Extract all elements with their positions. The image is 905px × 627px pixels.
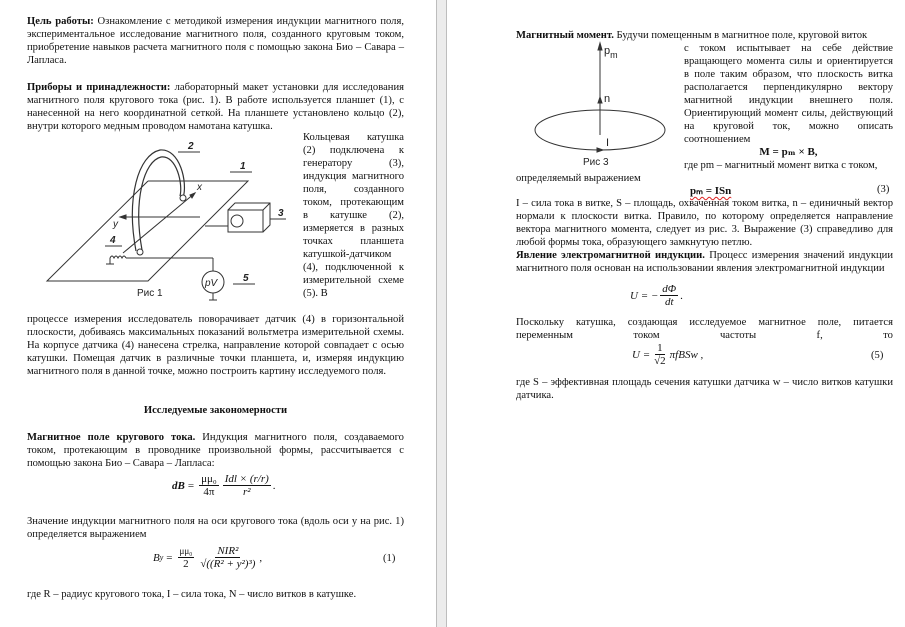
axis-y-label: y <box>113 219 118 230</box>
formula-5: U = $\frac{1}{√2}$ πfBSw , <box>632 342 704 367</box>
label-5: 5 <box>243 273 249 284</box>
moment-side-text: с током испытывает на себе действие вращающего момента силы и ориентируется в поле таким образом, что плоскость витка располагается перпендикулярно вектору магнитной индукции внешнего поля. Ориентирующий момент силы, действующий на круговой ток, можно описать соотношением <box>684 43 893 145</box>
figure-3 <box>513 40 683 170</box>
circular-field-paragraph: Магнитное поле кругового тока. Индукция магнитного поля, создаваемого током, протекающим в проводнике произвольной формы, рассчитывается с помощью закона Био – Савара – Лапласа: <box>27 432 404 469</box>
figure-3-caption: Рис 3 <box>583 157 609 168</box>
document-page-right <box>448 0 905 627</box>
goal-paragraph <box>27 15 404 67</box>
figure-1 <box>30 138 300 303</box>
moment-description: I – сила тока в витке, S – площадь, охваченная током витка, n – единичный вектор нормали к плоскости витка. Правило, по которому определяется направление вектора магнитного момента, следует из рис. 3. Выражение (3) справедливо для любой формы тока, образующего замкнутую петлю. <box>516 198 893 248</box>
biot-savart-formula: dB = $\frac{\text{μμ₀}}{4\pi}$ $\frac{\text{Idl × (r/r)}}{\text{r²}}$ . <box>172 473 276 498</box>
induction-label: Явление электромагнитной индукции. <box>516 250 705 261</box>
i-label: I <box>606 137 610 149</box>
label-1: 1 <box>240 161 246 172</box>
axis-x-label: x <box>197 182 202 193</box>
label-4: 4 <box>110 235 116 246</box>
magnetic-moment-heading-line: Магнитный момент. Будучи помещенным в магнитное поле, круговой виток <box>516 30 868 41</box>
pm-label: $p_m$ <box>604 45 618 60</box>
n-label: n <box>604 93 611 105</box>
formula-1: B y = $\frac{\text{μμ₀}}{2}$ $\frac{\text{NIR²}}{\text{√((R² + y²)³)}}$ , <box>153 545 263 570</box>
page-gutter <box>436 0 447 627</box>
setup-diagram <box>30 138 300 303</box>
document-page-left <box>0 0 436 627</box>
label-3: 3 <box>278 208 284 219</box>
pm-definition: где pm – магнитный момент витка с током, <box>684 160 878 171</box>
formula-3: pₘ = ISn <box>690 185 732 197</box>
section-title: Исследуемые закономерности <box>143 405 288 416</box>
induction-paragraph: Явление электромагнитной индукции. Процесс измерения значений индукции магнитного поля основан на использовании явления электромагнитной индукции <box>516 250 893 274</box>
label-2: 2 <box>188 141 194 152</box>
goal-text: Ознакомление с методикой измерения индукции магнитного поля, экспериментальное исследование магнитного поля, созданного круговым током, приобретение навыков расчета магнитного поля с помощью закона Био – Савара – Лапласа. <box>27 16 404 66</box>
defined-text: определяемый выражением <box>516 173 641 184</box>
figure-1-caption: Рис 1 <box>137 288 163 299</box>
emf-formula: U = − $\frac{d\Phi}{dt}$ . <box>630 283 683 308</box>
figure-side-text: Кольцевая катушка (2) подключена к генератору (3), индукция магнитного поля, созданного током, протекающим в катушке (2), измеряется в разных точках планшета катушкой-датчиком (4), подключенной к измерительной схеме (5). В <box>303 132 404 299</box>
where-paragraph: где R – радиус кругового тока, I – сила тока, N – число витков в катушке. <box>27 589 357 600</box>
goal-label: Цель работы: <box>27 16 94 27</box>
axis-value-paragraph: Значение индукции магнитного поля на оси кругового тока (вдоль оси y на рис. 1) определяется выражением <box>27 516 404 540</box>
equipment-text: лабораторный макет установки для исследования магнитного поля кругового тока (рис. 1). В работе используется планшет (1), с нанесенной на него координатной сеткой. На планшете установлено кольцо (2), внутри которого медным проводом намотана катушка. <box>27 82 404 132</box>
formula-1-number: (1) <box>383 553 396 564</box>
equipment-label: Приборы и принадлежности: <box>27 82 171 93</box>
circular-field-label: Магнитное поле кругового тока. <box>27 432 196 443</box>
since-line-1: Поскольку катушка, создающая исследуемое магнитное поле, питается <box>516 317 893 328</box>
loop-moment-diagram <box>513 40 683 170</box>
since-line-2: переменным током частоты f, то <box>516 330 893 341</box>
formula-3-number: (3) <box>877 184 890 195</box>
equipment-paragraph <box>27 81 404 133</box>
formula-5-number: (5) <box>871 350 884 361</box>
meter-label: pV <box>205 278 218 289</box>
final-paragraph: где S – эффективная площадь сечения катушки датчика w – число витков катушки датчика. <box>516 377 893 401</box>
measurement-paragraph: процессе измерения исследователь поворачивает датчик (4) в горизонтальной плоскости, добиваясь максимальных показаний вольтметра измерительной схемы. На корпусе датчика (4) нанесена стрелка, направление которой совпадает с осью катушки. Помещая датчик в различные точки планшета, и, измеряя индукцию магнитного поля в данной точке, можно построить картину исследуемого поля. <box>27 314 404 377</box>
torque-formula: M = pₘ × B, <box>759 146 818 158</box>
magnetic-moment-label: Магнитный момент. <box>516 30 614 41</box>
